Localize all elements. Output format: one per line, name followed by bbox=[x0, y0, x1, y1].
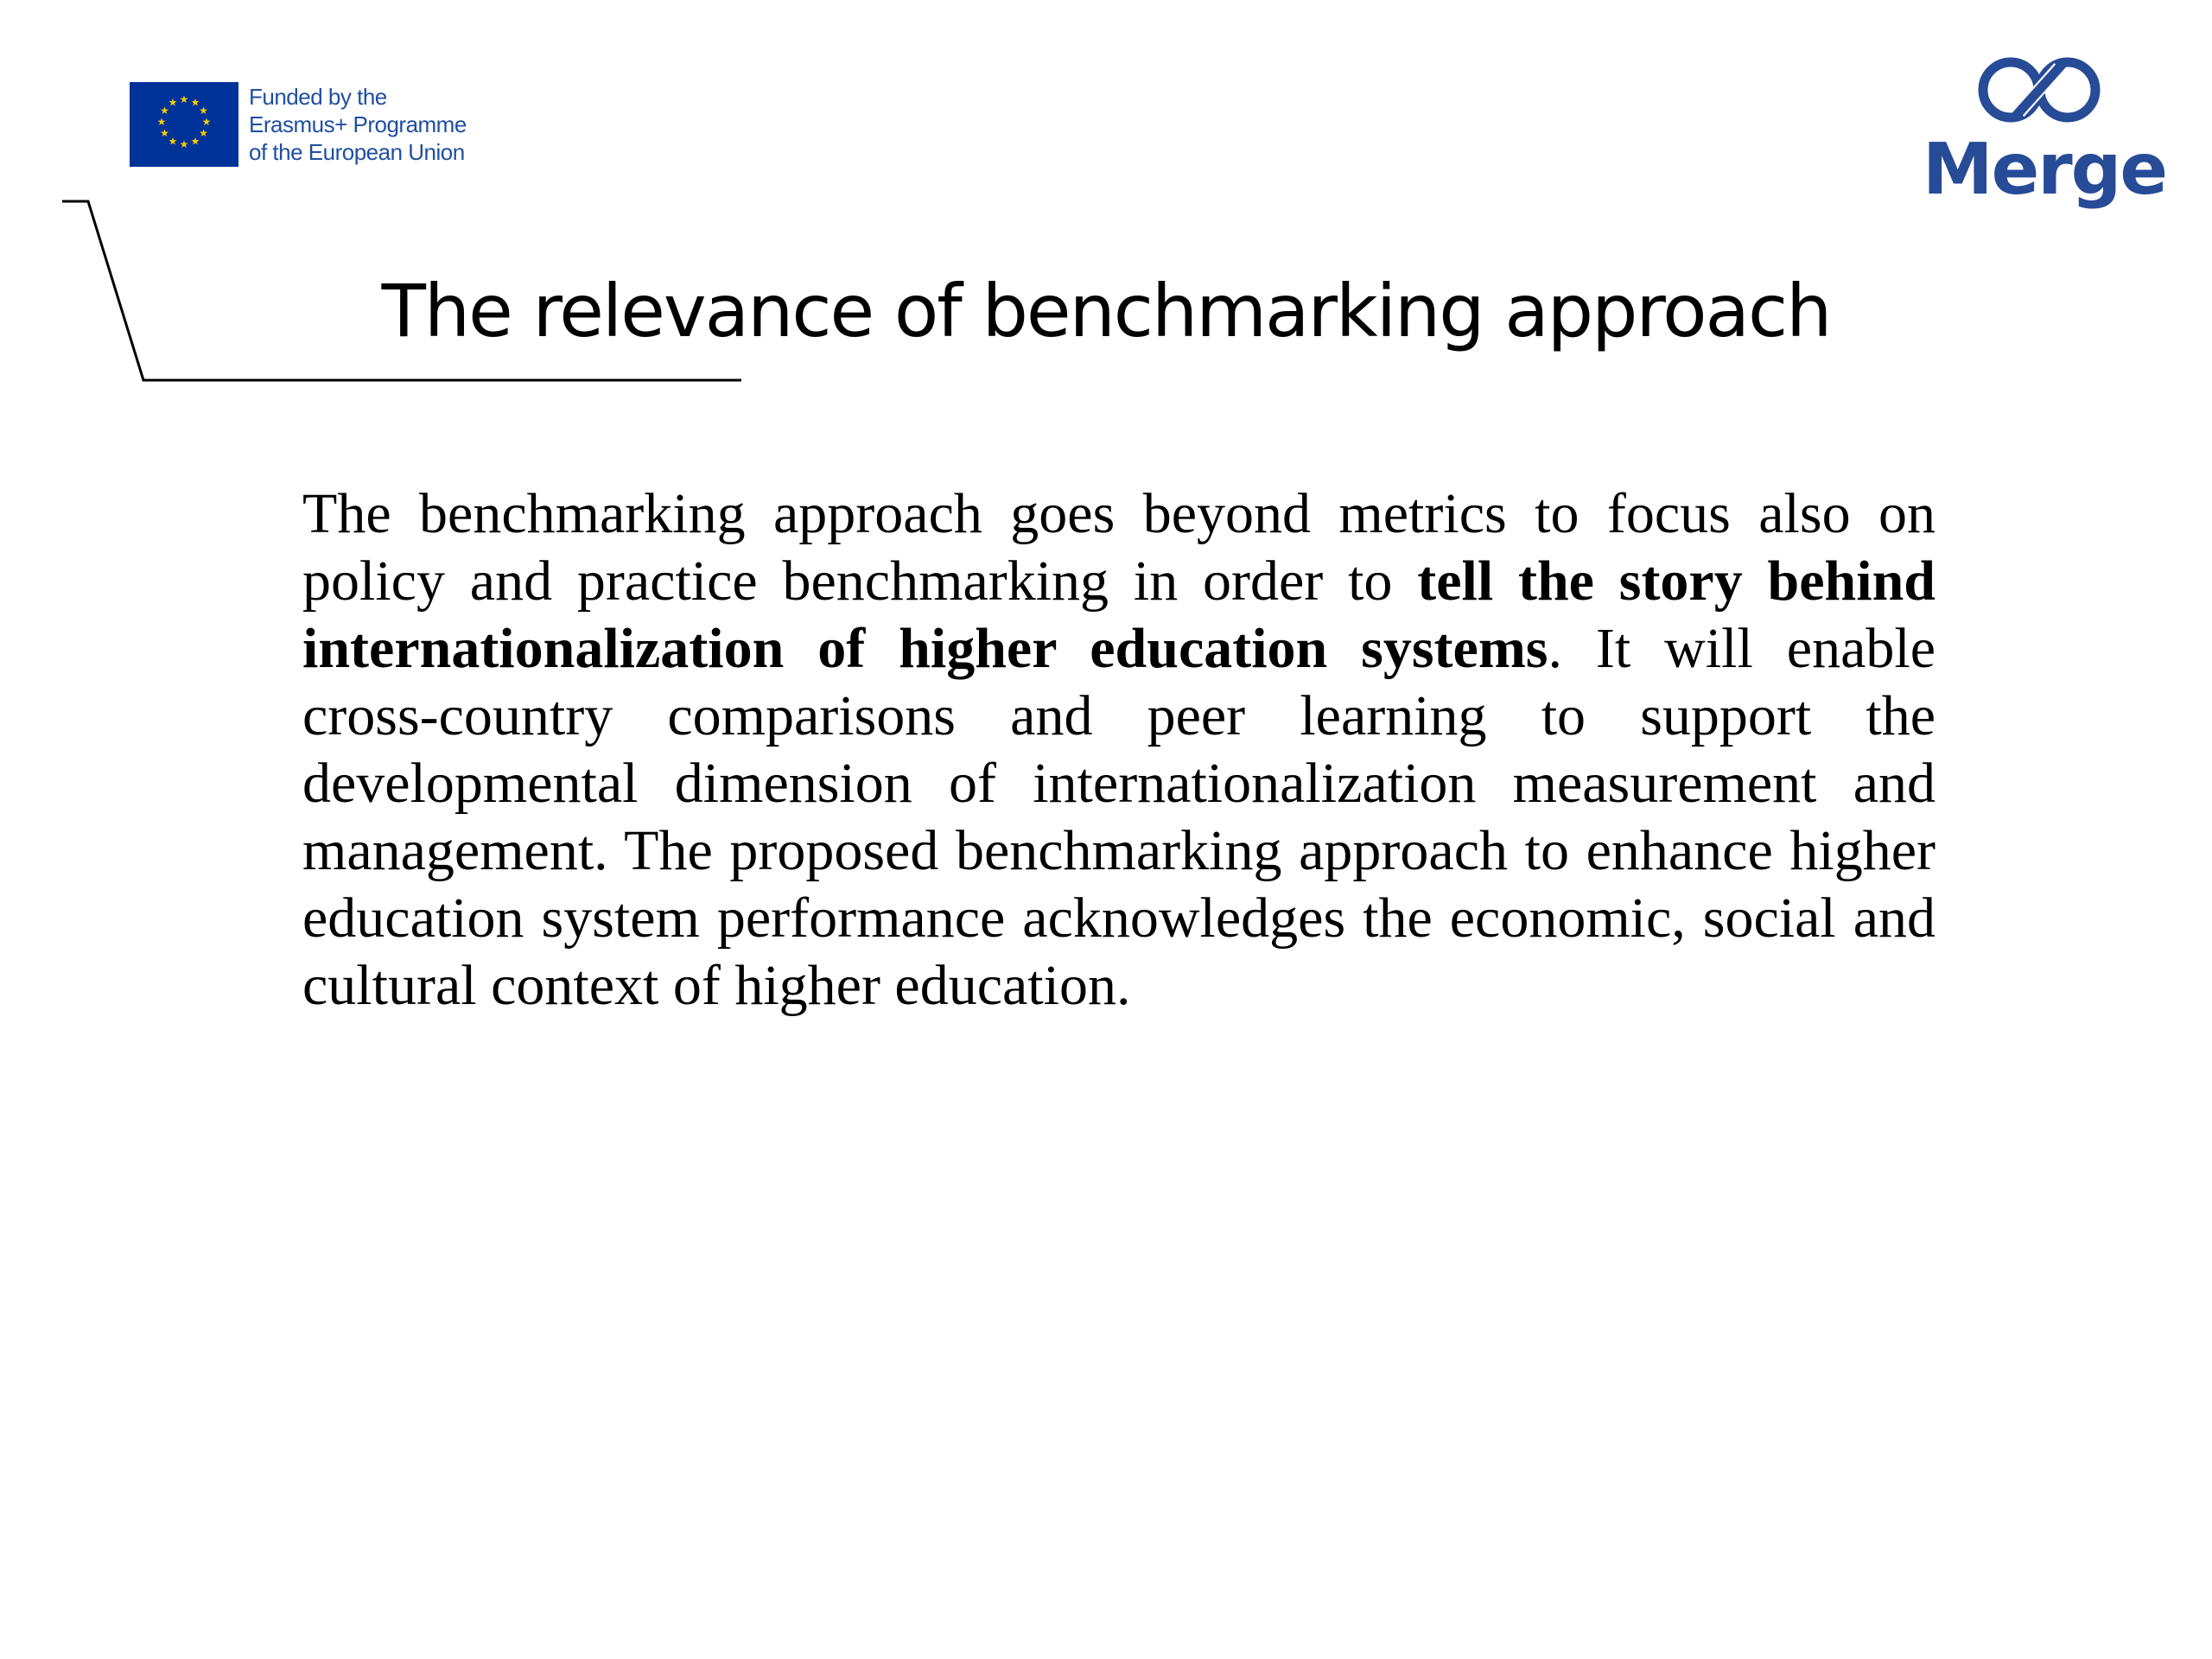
svg-text:★: ★ bbox=[168, 96, 178, 109]
logo-wordmark: Merge bbox=[1923, 129, 2166, 211]
svg-text:★: ★ bbox=[160, 127, 169, 139]
funding-line-2: Erasmus+ Programme bbox=[249, 111, 467, 137]
svg-text:★: ★ bbox=[201, 116, 212, 128]
paragraph-part-2: . It will enable cross-country comparisons and peer learning to support the developmental dimension of internationalization measurement and management. The proposed benchmarking approach to enhance higher education system performance acknowledges the economic, social and cultural context of higher education. bbox=[302, 617, 1936, 1017]
funding-line-3: of the European Union bbox=[249, 139, 465, 165]
merge-logo bbox=[1923, 54, 2166, 213]
paragraph-part-1: The benchmarking approach goes beyond metrics to focus also on policy and practice benchmarking in order to bbox=[302, 482, 1936, 613]
svg-text:★: ★ bbox=[179, 93, 189, 105]
svg-text:★: ★ bbox=[199, 105, 208, 117]
svg-text:★: ★ bbox=[190, 96, 200, 109]
svg-text:★: ★ bbox=[160, 105, 169, 117]
slide-title: The relevance of benchmarking approach bbox=[381, 269, 1831, 353]
svg-text:★: ★ bbox=[190, 135, 200, 148]
eu-flag-icon bbox=[130, 82, 238, 167]
paragraph-emphasis: tell the story behind internationalization of higher education systems bbox=[302, 550, 1936, 680]
svg-text:★: ★ bbox=[156, 116, 167, 128]
body-paragraph bbox=[302, 480, 1936, 1020]
funding-line-1: Funded by the bbox=[249, 84, 387, 110]
svg-text:★: ★ bbox=[168, 135, 178, 148]
funding-text bbox=[249, 83, 467, 166]
eu-funding-badge bbox=[130, 82, 467, 167]
svg-text:★: ★ bbox=[179, 138, 189, 150]
svg-text:★: ★ bbox=[199, 127, 208, 139]
infinity-loop-icon bbox=[1974, 54, 2104, 127]
